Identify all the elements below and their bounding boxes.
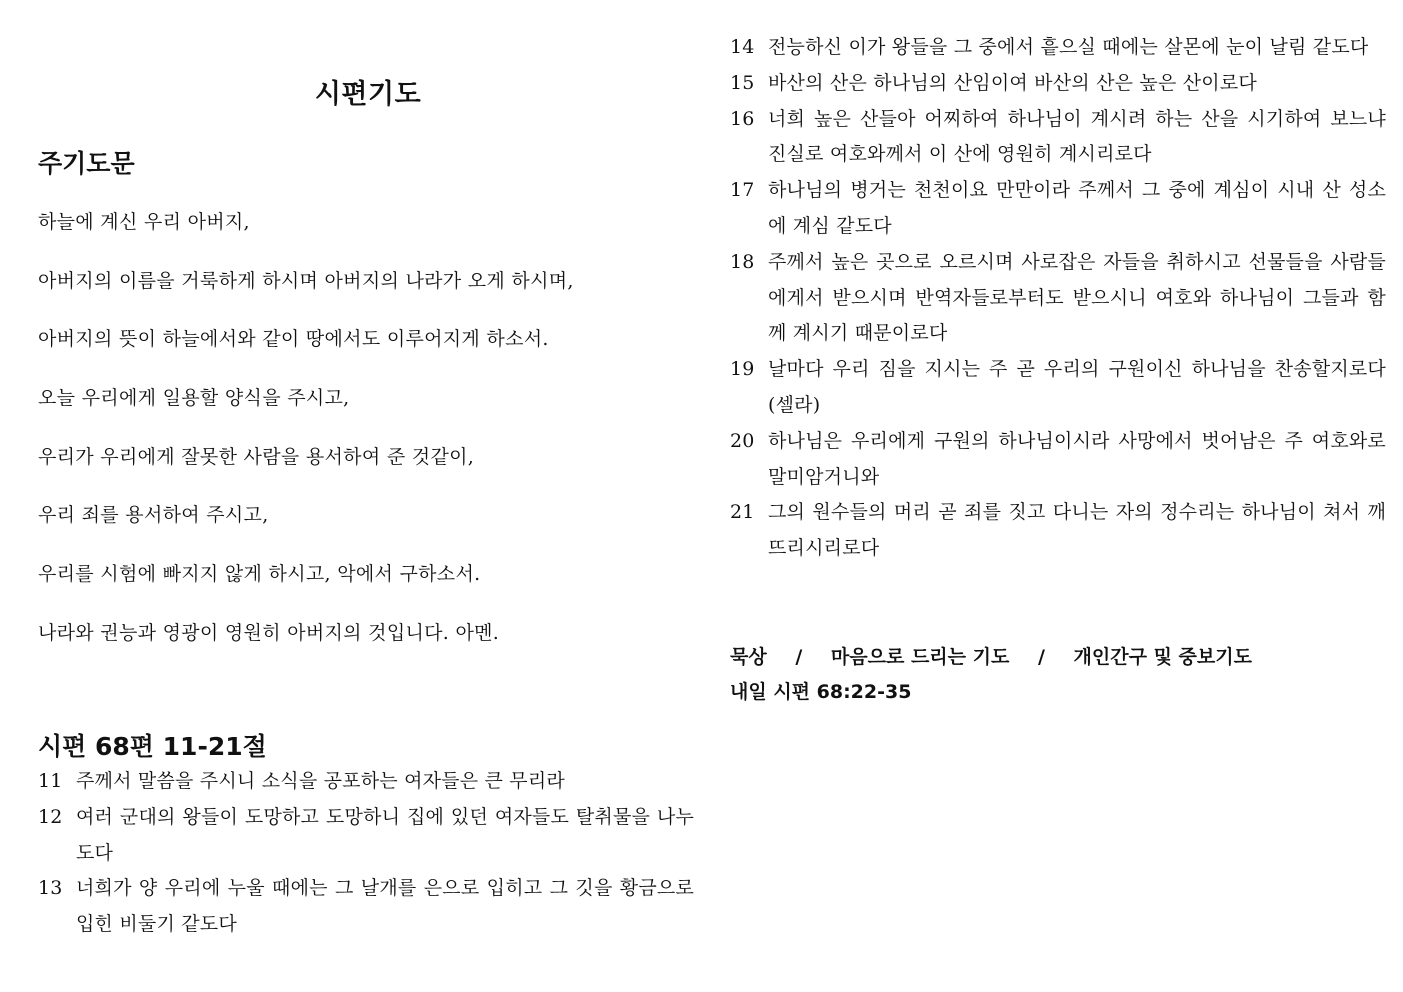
lords-prayer-heading: 주기도문 xyxy=(38,149,135,178)
verse-item xyxy=(38,800,694,872)
verse-text: 여러 군대의 왕들이 도망하고 도망하니 집에 있던 여자들도 탈취물을 나누도다 xyxy=(76,805,694,864)
devotion-steps xyxy=(730,640,1252,675)
footer xyxy=(730,640,1252,710)
prayer-line: 나라와 권능과 영광이 영원히 아버지의 것입니다. 아멘. xyxy=(38,621,500,644)
psalm-verses-left xyxy=(38,764,694,943)
prayer-line: 우리를 시험에 빠지지 않게 하시고, 악에서 구하소서. xyxy=(38,563,481,586)
verse-number: 14 xyxy=(730,36,755,58)
verse-item xyxy=(730,30,1386,66)
verse-text: 하나님은 우리에게 구원의 하나님이시라 사망에서 벗어남은 주 여호와로 말미암거니와 xyxy=(768,429,1386,488)
verse-number: 18 xyxy=(730,250,755,273)
verse-item xyxy=(730,424,1386,496)
verse-number: 12 xyxy=(38,805,63,828)
verse-number: 11 xyxy=(38,770,63,792)
tomorrow-reading: 내일 시편 68:22-35 xyxy=(730,681,912,703)
lords-prayer-text xyxy=(38,208,698,678)
separator: / xyxy=(1037,646,1045,668)
prayer-line: 하늘에 계신 우리 아버지, xyxy=(38,211,250,233)
verse-text: 너희가 양 우리에 누울 때에는 그 날개를 은으로 입히고 그 깃을 황금으로 입힌 비둘기 같도다 xyxy=(76,877,694,936)
verse-number: 20 xyxy=(730,429,755,452)
psalm-heading: 시편 68편 11-21절 xyxy=(38,732,267,761)
intercession-label: 개인간구 및 중보기도 xyxy=(1073,646,1252,668)
verse-number: 19 xyxy=(730,358,755,381)
verse-item xyxy=(38,871,694,943)
verse-item xyxy=(38,764,694,800)
verse-number: 16 xyxy=(730,107,755,130)
psalm-verses-right xyxy=(730,30,1386,567)
verse-item xyxy=(730,495,1386,567)
verse-item xyxy=(730,102,1386,174)
separator: / xyxy=(795,646,803,668)
verse-item xyxy=(730,352,1386,424)
verse-text: 바산의 산은 하나님의 산임이여 바산의 산은 높은 산이로다 xyxy=(768,71,1257,94)
verse-text: 너희 높은 산들아 어찌하여 하나님이 계시려 하는 산을 시기하여 보느냐 진실로 여호와께서 이 산에 영원히 계시리로다 xyxy=(768,107,1386,166)
verse-text: 그의 원수들의 머리 곧 죄를 짓고 다니는 자의 정수리는 하나님이 쳐서 깨뜨리시리로다 xyxy=(768,501,1386,560)
page-title: 시편기도 xyxy=(314,79,422,110)
verse-item xyxy=(730,245,1386,352)
verse-item xyxy=(730,66,1386,102)
prayer-line: 아버지의 뜻이 하늘에서와 같이 땅에서도 이루어지게 하소서. xyxy=(38,328,549,351)
verse-number: 13 xyxy=(38,877,63,900)
verse-text: 하나님의 병거는 천천이요 만만이라 주께서 그 중에 계심이 시내 산 성소에 계심 같도다 xyxy=(768,179,1386,237)
prayer-line: 우리 죄를 용서하여 주시고, xyxy=(38,504,269,527)
verse-text: 주께서 높은 곳으로 오르시며 사로잡은 자들을 취하시고 선물들을 사람들에게서 받으시며 반역자들로부터도 받으시니 여호와 하나님이 그들과 함께 계시기 때문이로다 xyxy=(768,250,1386,345)
heart-prayer-label: 마음으로 드리는 기도 xyxy=(830,646,1010,668)
verse-text: 날마다 우리 짐을 지시는 주 곧 우리의 구원이신 하나님을 찬송할지로다 (셀라) xyxy=(768,358,1386,416)
verse-text: 전능하신 이가 왕들을 그 중에서 흩으실 때에는 살몬에 눈이 날림 같도다 xyxy=(768,36,1369,58)
prayer-line: 아버지의 이름을 거룩하게 하시며 아버지의 나라가 오게 하시며, xyxy=(38,269,574,292)
verse-text: 주께서 말씀을 주시니 소식을 공포하는 여자들은 큰 무리라 xyxy=(76,770,565,792)
prayer-line: 우리가 우리에게 잘못한 사람을 용서하여 준 것같이, xyxy=(38,445,475,468)
verse-number: 21 xyxy=(730,501,755,524)
prayer-line: 오늘 우리에게 일용할 양식을 주시고, xyxy=(38,387,350,410)
verse-number: 15 xyxy=(730,71,755,94)
verse-number: 17 xyxy=(730,179,755,202)
verse-item xyxy=(730,173,1386,245)
meditation-label: 묵상 xyxy=(730,646,767,668)
